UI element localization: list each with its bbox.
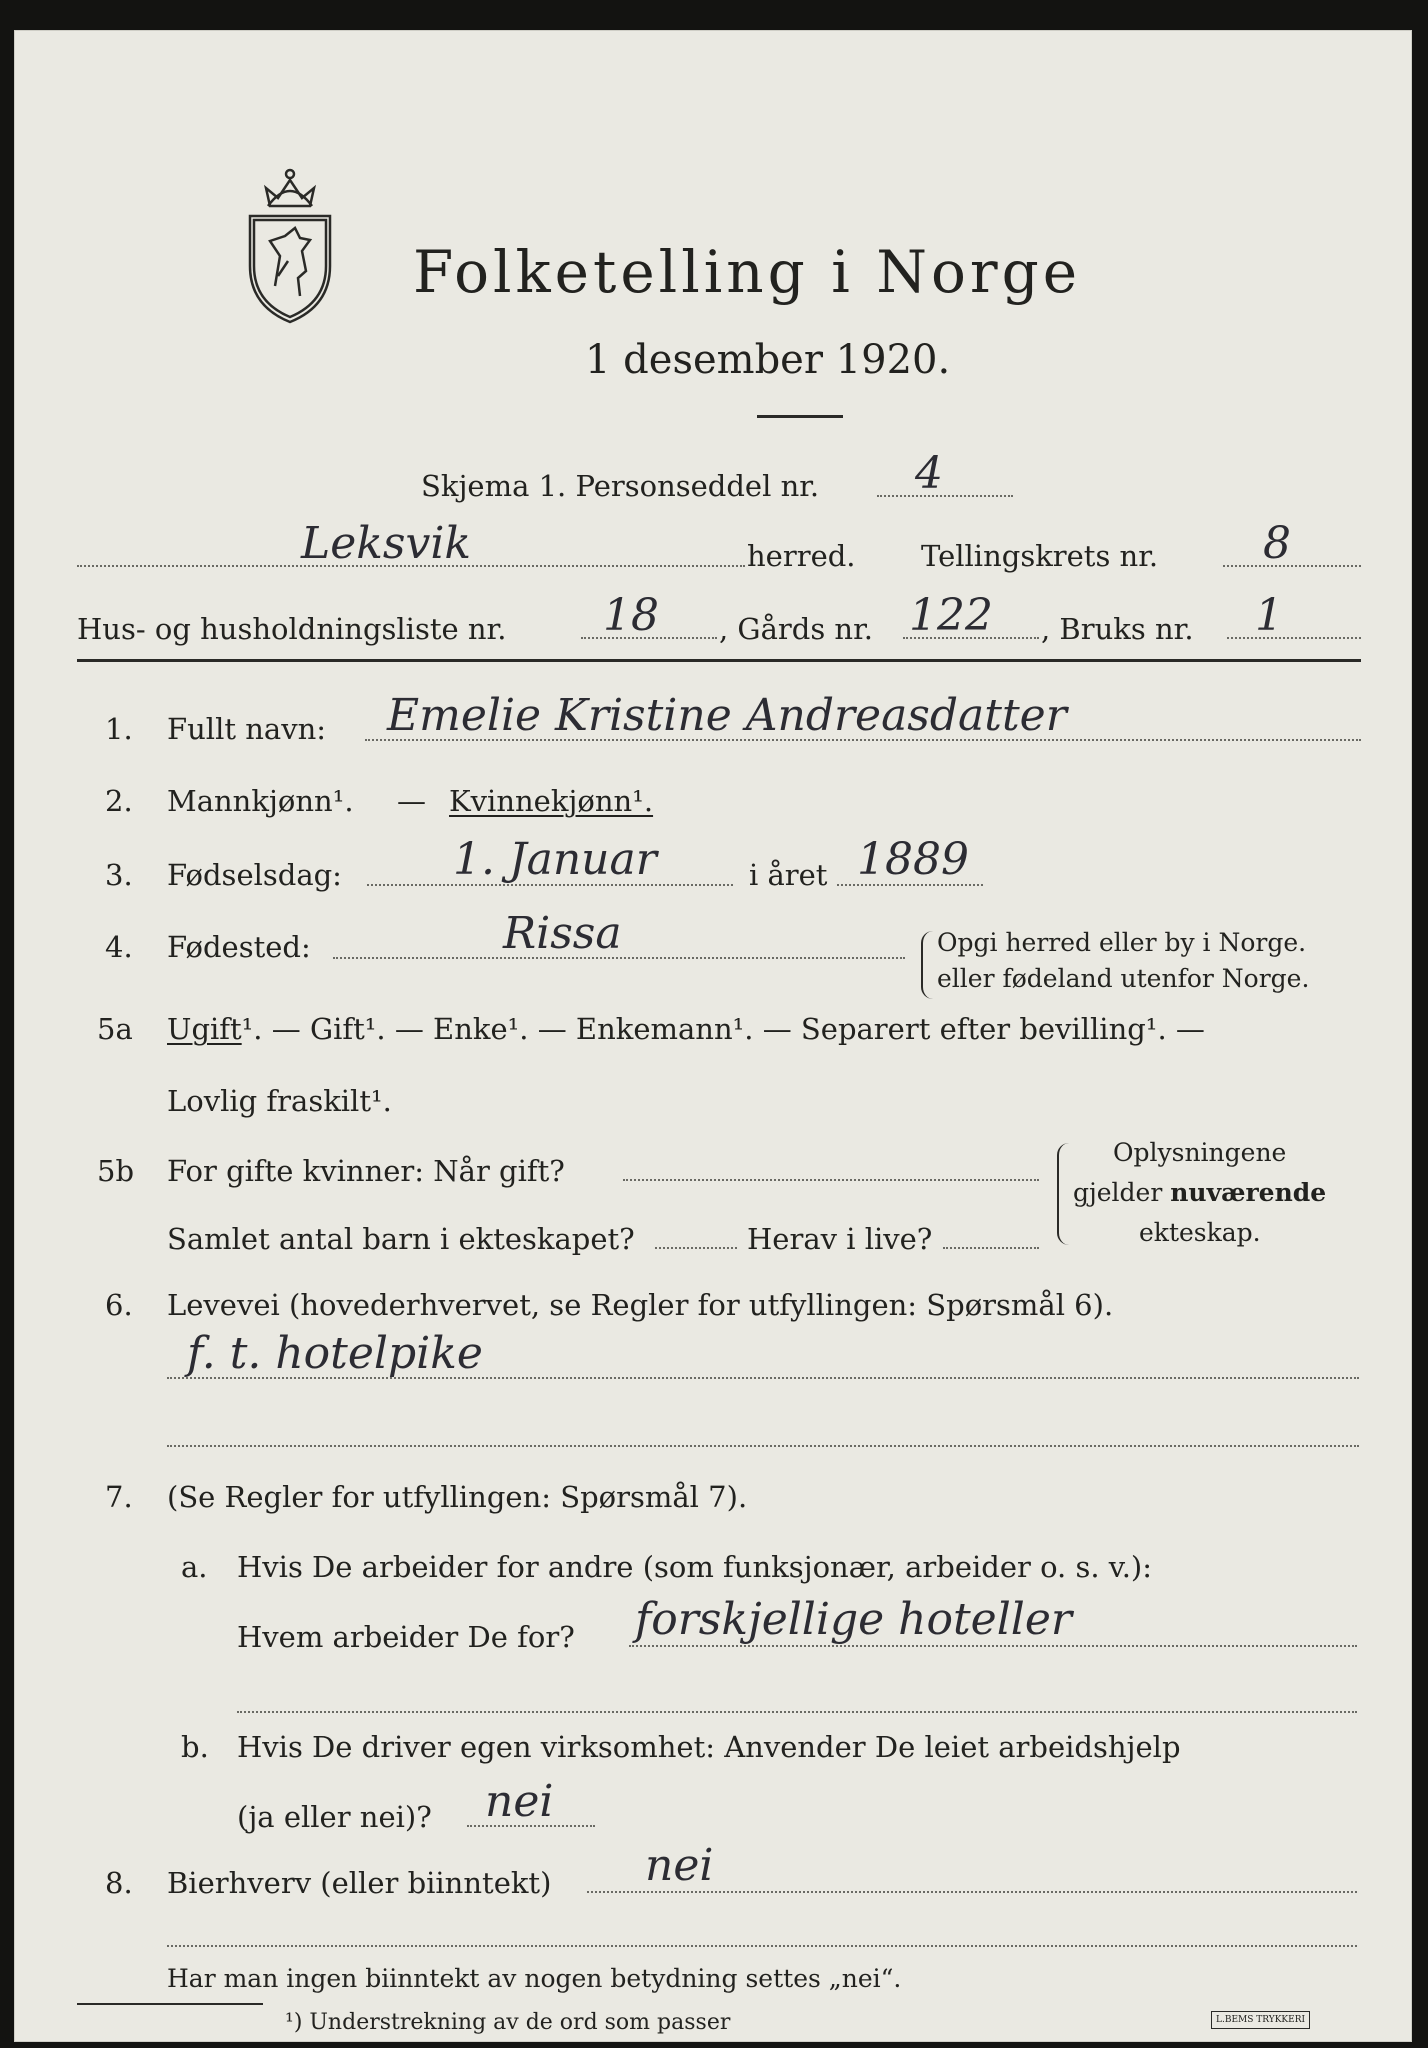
q3-number: 3. xyxy=(105,858,133,892)
q5a-line2: Lovlig fraskilt¹. xyxy=(167,1084,392,1118)
q2-male: Mannkjønn¹. xyxy=(167,784,354,818)
q4-note-brace xyxy=(921,931,933,999)
hus-label: Hus- og husholdningsliste nr. xyxy=(77,612,507,646)
q1-label: Fullt navn: xyxy=(167,712,327,746)
q4-number: 4. xyxy=(105,930,133,964)
q5b-label1: For gifte kvinner: Når gift? xyxy=(167,1154,565,1188)
q7-number: 7. xyxy=(105,1480,133,1514)
q2-number: 2. xyxy=(105,784,133,818)
herred-label: herred. xyxy=(747,539,856,573)
q5b-children-field xyxy=(655,1247,737,1249)
q8-field-line2 xyxy=(167,1945,1357,1947)
q2-female: Kvinnekjønn¹. xyxy=(449,784,654,818)
q5b-number: 5b xyxy=(97,1154,135,1188)
q7a-answer: forskjellige hoteller xyxy=(635,1594,1072,1645)
norway-coat-of-arms-icon xyxy=(240,166,340,324)
census-form-page xyxy=(14,30,1412,2042)
q6-number: 6. xyxy=(105,1288,133,1322)
q5b-note-line2 xyxy=(1073,1177,1326,1209)
footer-rule xyxy=(77,2003,263,2005)
q5b-note-current: nuværende xyxy=(1170,1178,1327,1207)
q5b-alive-field xyxy=(943,1247,1039,1249)
tellingskrets-field xyxy=(1223,565,1361,567)
q6-field-line2 xyxy=(167,1445,1359,1447)
q4-answer: Rissa xyxy=(503,908,622,959)
skjema-label: Skjema 1. Personseddel nr. xyxy=(421,469,820,503)
q7a-text: Hvis De arbeider for andre (som funksjonær, arbeider o. s. v.): xyxy=(237,1550,1153,1584)
tellingskrets-label: Tellingskrets nr. xyxy=(921,539,1159,573)
personseddel-field xyxy=(877,495,1013,497)
q7b-letter: b. xyxy=(181,1730,209,1764)
q5a-ugift: Ugift xyxy=(167,1012,242,1046)
q8-label: Bierhverv (eller biinntekt) xyxy=(167,1866,552,1900)
q3-label: Fødselsdag: xyxy=(167,858,342,892)
tellingskrets-value: 8 xyxy=(1263,518,1291,569)
q3-answer: 1. Januar xyxy=(453,834,657,885)
personseddel-value: 4 xyxy=(915,448,943,499)
gards-label: , Gårds nr. xyxy=(719,612,873,646)
q5b-label2: Samlet antal barn i ekteskapet? xyxy=(167,1222,635,1256)
gards-value: 122 xyxy=(909,590,993,641)
q2-dash: — xyxy=(397,784,426,818)
census-date: 1 desember 1920. xyxy=(585,337,951,383)
q1-answer: Emelie Kristine Andreasdatter xyxy=(387,690,1067,741)
q4-label: Fødested: xyxy=(167,930,311,964)
q8-number: 8. xyxy=(105,1866,133,1900)
q8-field xyxy=(587,1891,1357,1893)
q5a-options xyxy=(167,1011,1205,1047)
bruks-value: 1 xyxy=(1255,590,1283,641)
q7a-field xyxy=(629,1645,1357,1647)
q8-answer: nei xyxy=(645,1840,714,1891)
q3-year: 1889 xyxy=(857,834,969,885)
q7a-letter: a. xyxy=(181,1550,208,1584)
q7-label: (Se Regler for utfyllingen: Spørsmål 7). xyxy=(167,1480,748,1514)
printer-mark: L.BEMS TRYKKERI xyxy=(1211,2011,1310,2029)
footer-note: Har man ingen biinntekt av nogen betydning settes „nei“. xyxy=(167,1964,902,1993)
herred-value: Leksvik xyxy=(301,518,472,569)
q5b-when-field xyxy=(623,1179,1039,1181)
title-divider xyxy=(757,415,843,418)
footnote: ¹) Understrekning av de ord som passer xyxy=(285,2010,731,2035)
q5b-note-line1: Oplysningene xyxy=(1113,1138,1287,1167)
hus-value: 18 xyxy=(603,590,659,641)
q7b-question: (ja eller nei)? xyxy=(237,1800,432,1834)
q5a-number: 5a xyxy=(97,1012,133,1046)
q7a-question: Hvem arbeider De for? xyxy=(237,1620,575,1654)
q4-note-line2: eller fødeland utenfor Norge. xyxy=(937,964,1310,993)
bruks-field xyxy=(1227,637,1361,639)
q5b-note-line3: ekteskap. xyxy=(1139,1218,1261,1247)
q3-year-label: i året xyxy=(749,858,828,892)
q5a-other-options: ¹. — Gift¹. — Enke¹. — Enkemann¹. — Separert efter bevilling¹. — xyxy=(241,1012,1205,1046)
q6-answer: f. t. hotelpike xyxy=(187,1328,483,1379)
q7b-text: Hvis De driver egen virksomhet: Anvender De leiet arbeidshjelp xyxy=(237,1730,1181,1764)
q7b-answer: nei xyxy=(485,1776,554,1827)
q7a-field-line2 xyxy=(237,1711,1357,1713)
header-rule xyxy=(77,659,1361,662)
q1-number: 1. xyxy=(105,712,133,746)
q5b-note-brace xyxy=(1057,1143,1069,1245)
q4-note-line1: Opgi herred eller by i Norge. xyxy=(937,928,1307,957)
q5b-note-gjelder: gjelder xyxy=(1073,1178,1163,1207)
bruks-label: , Bruks nr. xyxy=(1041,612,1194,646)
q6-label: Levevei (hovederhvervet, se Regler for utfyllingen: Spørsmål 6). xyxy=(167,1288,1114,1322)
form-title: Folketelling i Norge xyxy=(413,238,1082,306)
q5b-label3: Herav i live? xyxy=(747,1222,933,1256)
